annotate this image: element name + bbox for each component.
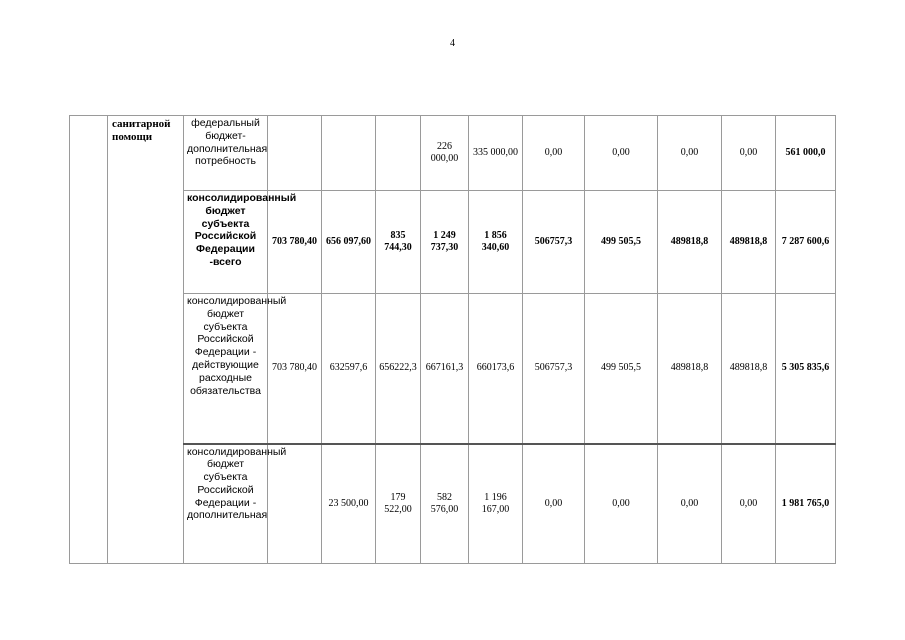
value-cell: 506757,3 [523, 294, 585, 444]
value-cell: 226 000,00 [421, 116, 469, 191]
value-cell: 667161,3 [421, 294, 469, 444]
value-cell: 1 249 737,30 [421, 191, 469, 294]
value-cell: 0,00 [722, 116, 776, 191]
index-cell [70, 116, 108, 564]
value-cell [376, 116, 421, 191]
row-group-label: санитарной помощи [108, 116, 184, 564]
value-cell: 656222,3 [376, 294, 421, 444]
value-cell: 660173,6 [469, 294, 523, 444]
total-cell: 5 305 835,6 [776, 294, 836, 444]
funding-source-cell: консолидированный бюджет субъекта Российской Федерации -всего [184, 191, 268, 294]
value-cell: 489818,8 [722, 191, 776, 294]
value-cell: 335 000,00 [469, 116, 523, 191]
total-cell: 1 981 765,0 [776, 444, 836, 564]
budget-table [69, 115, 836, 564]
value-cell: 179 522,00 [376, 444, 421, 564]
value-cell: 489818,8 [658, 191, 722, 294]
value-cell: 0,00 [658, 444, 722, 564]
value-cell: 835 744,30 [376, 191, 421, 294]
value-cell: 23 500,00 [322, 444, 376, 564]
value-cell: 703 780,40 [268, 191, 322, 294]
value-cell: 499 505,5 [585, 191, 658, 294]
value-cell: 499 505,5 [585, 294, 658, 444]
funding-source-cell: федеральный бюджет-дополнительная потребность [184, 116, 268, 191]
value-cell [322, 116, 376, 191]
value-cell [268, 444, 322, 564]
funding-source-cell: консолидированный бюджет субъекта Российской Федерации - действующие расходные обязательства [184, 294, 268, 444]
value-cell: 1 856 340,60 [469, 191, 523, 294]
value-cell: 0,00 [523, 116, 585, 191]
value-cell: 489818,8 [722, 294, 776, 444]
value-cell: 0,00 [585, 444, 658, 564]
value-cell: 582 576,00 [421, 444, 469, 564]
value-cell: 1 196 167,00 [469, 444, 523, 564]
value-cell: 0,00 [585, 116, 658, 191]
value-cell: 656 097,60 [322, 191, 376, 294]
value-cell [268, 116, 322, 191]
value-cell: 703 780,40 [268, 294, 322, 444]
table-row [70, 444, 836, 564]
funding-source-cell: консолидированный бюджет субъекта Российской Федерации - дополнительная [184, 444, 268, 564]
value-cell: 632597,6 [322, 294, 376, 444]
table-row [70, 294, 836, 444]
value-cell: 0,00 [523, 444, 585, 564]
total-cell: 561 000,0 [776, 116, 836, 191]
total-cell: 7 287 600,6 [776, 191, 836, 294]
value-cell: 506757,3 [523, 191, 585, 294]
value-cell: 489818,8 [658, 294, 722, 444]
page-number: 4 [450, 38, 455, 49]
table-row [70, 116, 836, 191]
value-cell: 0,00 [722, 444, 776, 564]
table-row [70, 191, 836, 294]
value-cell: 0,00 [658, 116, 722, 191]
